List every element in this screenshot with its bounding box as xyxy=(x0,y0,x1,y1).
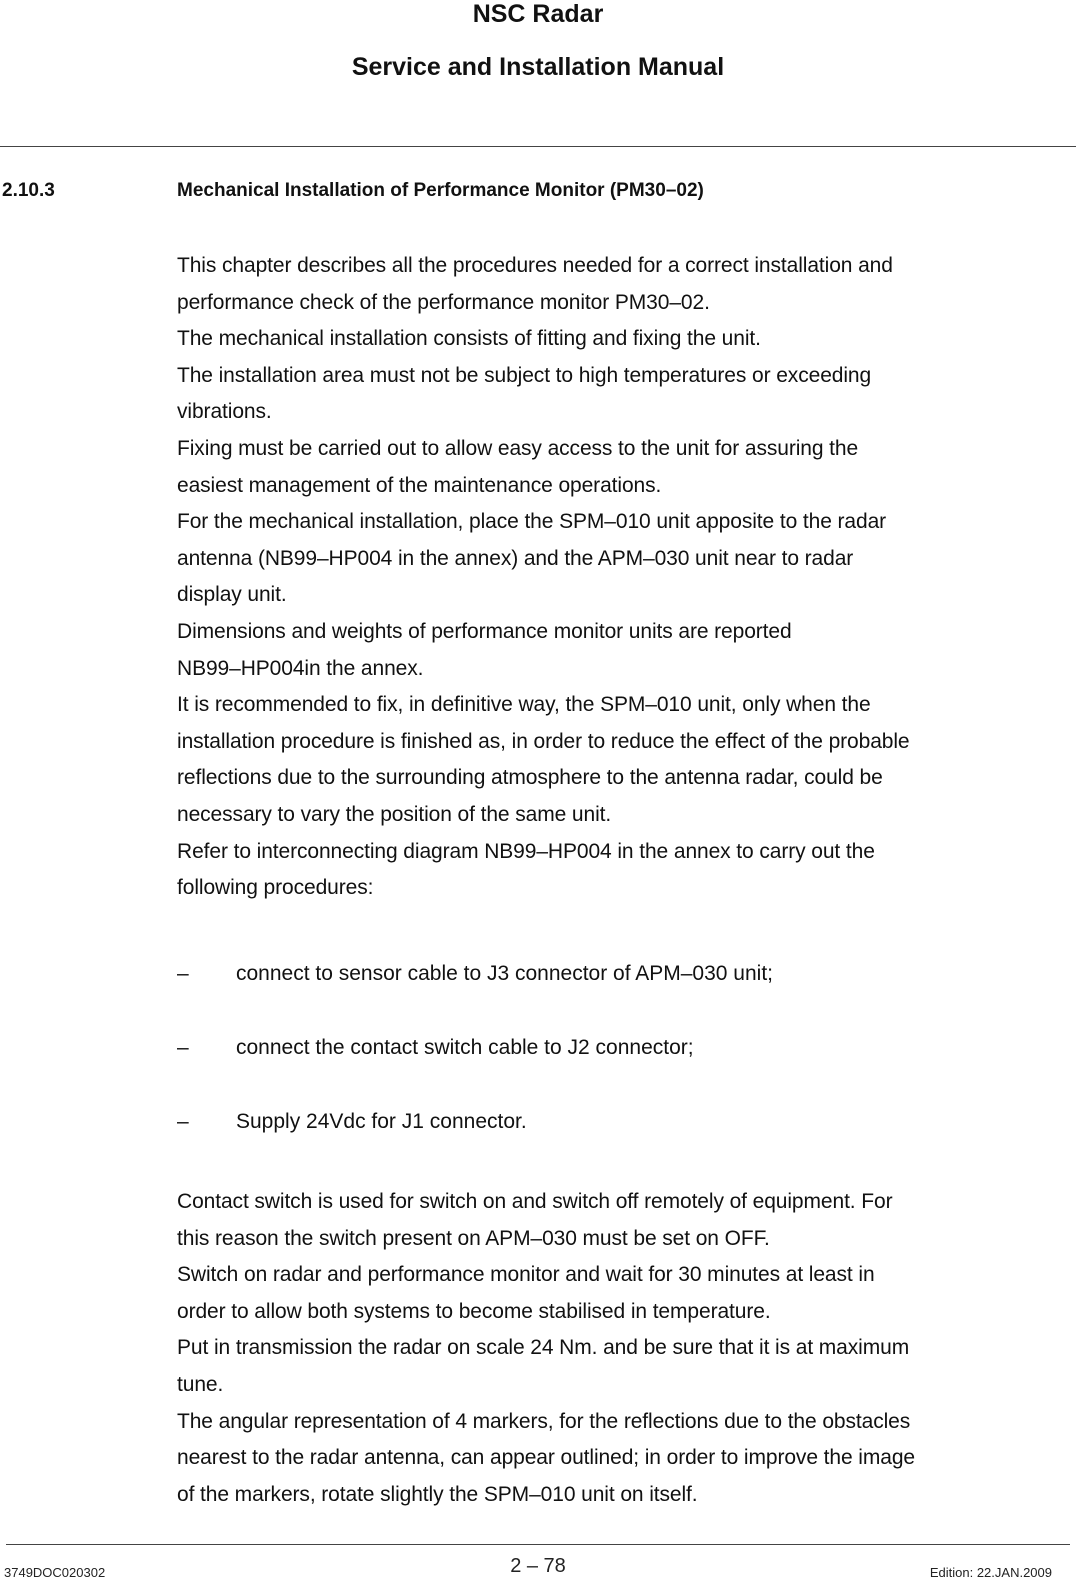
list-item-text: connect to sensor cable to J3 connector of APM–030 unit; xyxy=(236,962,773,985)
section-number: 2.10.3 xyxy=(2,180,55,201)
list-item xyxy=(177,1030,1072,1104)
outro-text xyxy=(177,1184,1072,1513)
document-code: 3749DOC020302 xyxy=(4,1565,106,1580)
list-bullet: – xyxy=(177,1036,189,1059)
list-bullet: – xyxy=(177,1110,189,1133)
paragraph: Dimensions and weights of performance monitor units are reported NB99–HP004in the annex. xyxy=(177,619,792,680)
procedure-list xyxy=(177,956,1072,1178)
intro-text xyxy=(177,248,1072,907)
paragraph: Put in transmission the radar on scale 24 Nm. and be sure that it is at maximum tune. xyxy=(177,1336,910,1396)
list-item xyxy=(177,956,1072,1030)
edition-date: Edition: 22.JAN.2009 xyxy=(929,1565,1052,1580)
page-number: 2 – 78 xyxy=(510,1555,566,1577)
paragraph: The angular representation of 4 markers, for the reflections due to the obstacles nearest to the radar antenna, can appear outlined; in order to improve the image of the markers, rotate slightly the SPM–010 unit on itself. xyxy=(177,1409,915,1506)
paragraph: Refer to interconnecting diagram NB99–HP004 in the annex to carry out the following procedures: xyxy=(177,839,875,900)
footer-divider xyxy=(6,1544,1070,1545)
paragraph: The installation area must not be subject to high temperatures or exceeding vibrations. xyxy=(177,363,872,424)
paragraph: For the mechanical installation, place the SPM–010 unit apposite to the radar antenna (NB99–HP004 in the annex) and the APM–030 unit near to radar display unit. xyxy=(177,510,887,607)
paragraph: This chapter describes all the procedures needed for a correct installation and performance check of the performance monitor PM30–02. xyxy=(177,254,893,314)
paragraph: Switch on radar and performance monitor and wait for 30 minutes at least in order to allow both systems to become stabilised in temperature. xyxy=(177,1263,875,1323)
paragraph: Contact switch is used for switch on and switch off remotely of equipment. For this reason the switch present on APM–030 must be set on OFF. xyxy=(177,1190,893,1250)
document-title: NSC Radar xyxy=(472,0,604,28)
section-title: Mechanical Installation of Performance Monitor (PM30–02) xyxy=(177,180,704,201)
list-item-text: connect the contact switch cable to J2 connector; xyxy=(236,1036,694,1059)
document-subtitle: Service and Installation Manual xyxy=(351,53,725,81)
list-item-text: Supply 24Vdc for J1 connector. xyxy=(236,1110,527,1133)
list-bullet: – xyxy=(177,962,189,985)
paragraph: Fixing must be carried out to allow easy access to the unit for assuring the easiest management of the maintenance operations. xyxy=(177,436,859,497)
list-item xyxy=(177,1104,1072,1178)
paragraph: It is recommended to fix, in definitive way, the SPM–010 unit, only when the installation procedure is finished as, in order to reduce the effect of the probable reflections due to the surrounding atmosphere to the antenna radar, could be necessary to vary the position of the same unit. xyxy=(177,693,910,826)
paragraph: The mechanical installation consists of fitting and fixing the unit. xyxy=(177,327,761,351)
header-divider xyxy=(0,146,1076,147)
